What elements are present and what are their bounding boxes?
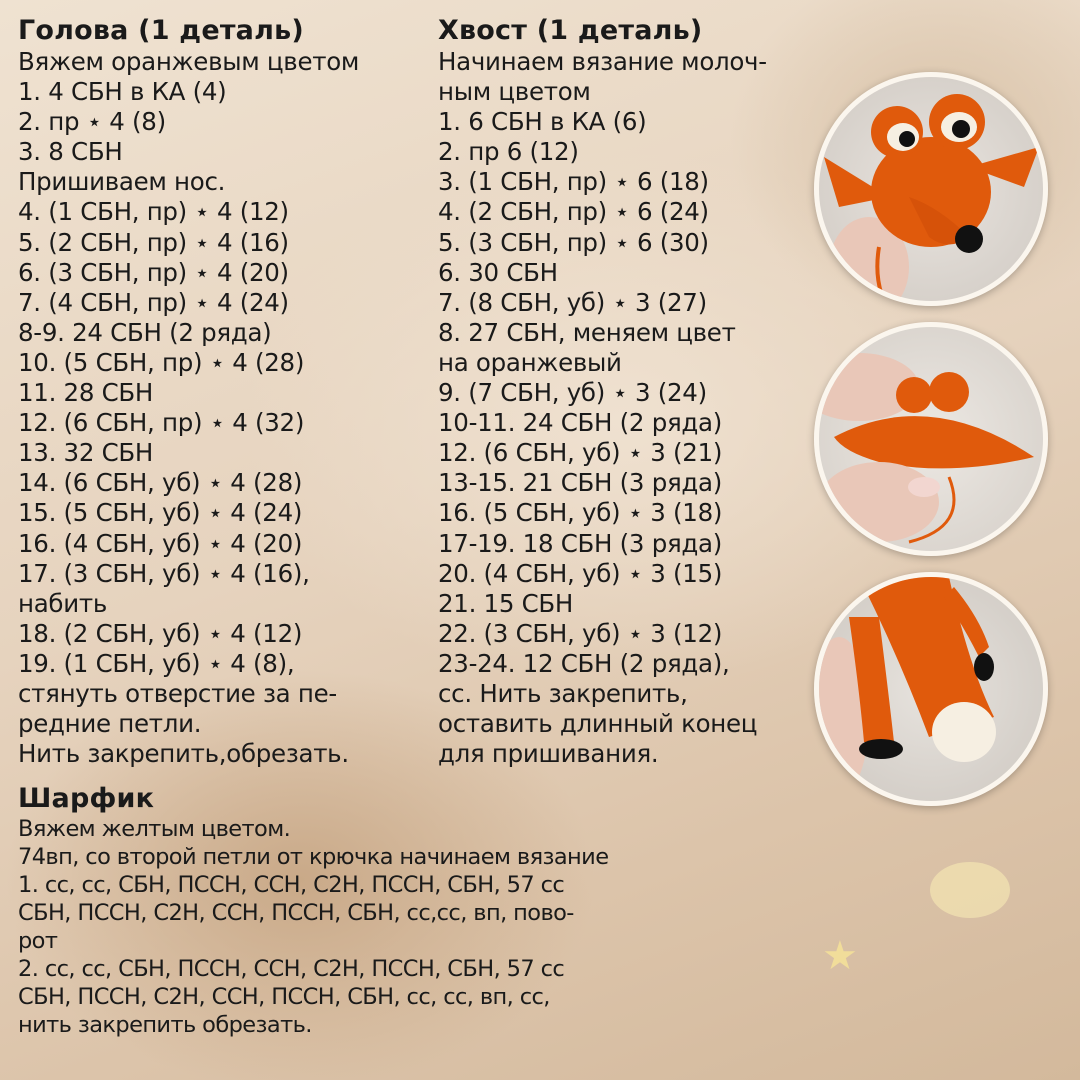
tail-section (438, 14, 818, 769)
fox-head-photo (814, 72, 1048, 306)
head-line: 3. 8 СБН (18, 137, 123, 167)
background-blob (930, 862, 1010, 918)
tail-line: 1. 6 СБН в КА (6) (438, 107, 647, 137)
tail-line: 3. (1 СБН, пр) ⋆ 6 (18) (438, 167, 709, 197)
tail-line: 2. пр 6 (12) (438, 137, 579, 167)
head-line: 8-9. 24 СБН (2 ряда) (18, 317, 272, 347)
fox-head-illustration (819, 77, 1043, 301)
scarf-instructions (18, 815, 818, 1039)
fox-tail-photo (814, 572, 1048, 806)
head-line: 2. пр ⋆ 4 (8) (18, 107, 166, 137)
tail-line: на оранжевый (438, 347, 622, 377)
head-line: Пришиваем нос. (18, 167, 226, 197)
head-line: 12. (6 СБН, пр) ⋆ 4 (32) (18, 408, 305, 438)
head-line: редние петли. (18, 709, 202, 739)
star-decoration: ★ (822, 933, 858, 979)
head-line: 11. 28 СБН (18, 378, 154, 408)
fox-ears-illustration (819, 327, 1043, 551)
head-line: 18. (2 СБН, уб) ⋆ 4 (12) (18, 618, 303, 648)
head-section (18, 14, 438, 769)
scarf-section (18, 782, 818, 1039)
head-instructions (18, 47, 438, 769)
tail-line: 22. (3 СБН, уб) ⋆ 3 (12) (438, 618, 723, 648)
scarf-line: 2. сс, сс, СБН, ПССН, ССН, С2Н, ПССН, СБН, 57 сс (18, 956, 565, 982)
head-line: 15. (5 СБН, уб) ⋆ 4 (24) (18, 498, 303, 528)
tail-line: 12. (6 СБН, уб) ⋆ 3 (21) (438, 438, 723, 468)
head-line: Нить закрепить,обрезать. (18, 739, 349, 769)
tail-line: 8. 27 СБН, меняем цвет (438, 317, 736, 347)
head-line: 14. (6 СБН, уб) ⋆ 4 (28) (18, 468, 303, 498)
tail-line: сс. Нить закрепить, (438, 678, 688, 708)
tail-line: для пришивания. (438, 739, 659, 769)
fox-tail-illustration (819, 577, 1043, 801)
head-line: 7. (4 СБН, пр) ⋆ 4 (24) (18, 287, 289, 317)
tail-instructions (438, 47, 818, 769)
head-line: 10. (5 СБН, пр) ⋆ 4 (28) (18, 347, 305, 377)
scarf-line: рот (18, 928, 58, 954)
tail-line: 6. 30 СБН (438, 257, 558, 287)
tail-line: 17-19. 18 СБН (3 ряда) (438, 528, 722, 558)
tail-title: Хвост (1 деталь) (438, 15, 703, 46)
head-line: 19. (1 СБН, уб) ⋆ 4 (8), (18, 648, 295, 678)
tail-line: 13-15. 21 СБН (3 ряда) (438, 468, 722, 498)
head-title: Голова (1 деталь) (18, 15, 304, 46)
head-line: 13. 32 СБН (18, 438, 154, 468)
tail-line: 23-24. 12 СБН (2 ряда), (438, 648, 730, 678)
fox-ears-photo (814, 322, 1048, 556)
tail-line: 9. (7 СБН, уб) ⋆ 3 (24) (438, 378, 707, 408)
head-line: 4. (1 СБН, пр) ⋆ 4 (12) (18, 197, 289, 227)
scarf-title: Шарфик (18, 783, 155, 814)
scarf-line: нить закрепить обрезать. (18, 1012, 312, 1038)
scarf-line: Вяжем желтым цветом. (18, 816, 291, 842)
head-line: 1. 4 СБН в КА (4) (18, 77, 227, 107)
head-line: Вяжем оранжевым цветом (18, 47, 360, 76)
scarf-line: 74вп, со второй петли от крючка начинаем вязание (18, 844, 609, 870)
tail-line: 10-11. 24 СБН (2 ряда) (438, 408, 722, 438)
head-line: стянуть отверстие за пе- (18, 678, 337, 708)
head-line: 17. (3 СБН, уб) ⋆ 4 (16), (18, 558, 310, 588)
tail-line: 21. 15 СБН (438, 588, 574, 618)
tail-line: оставить длинный конец (438, 709, 758, 739)
head-line: 5. (2 СБН, пр) ⋆ 4 (16) (18, 227, 289, 257)
tail-line: ным цветом (438, 77, 591, 107)
scarf-line: 1. сс, сс, СБН, ПССН, ССН, С2Н, ПССН, СБН, 57 сс (18, 872, 565, 898)
head-line: 6. (3 СБН, пр) ⋆ 4 (20) (18, 257, 289, 287)
head-line: набить (18, 588, 107, 618)
tail-line: 4. (2 СБН, пр) ⋆ 6 (24) (438, 197, 709, 227)
tail-line: 5. (3 СБН, пр) ⋆ 6 (30) (438, 227, 709, 257)
tail-line: 7. (8 СБН, уб) ⋆ 3 (27) (438, 287, 707, 317)
scarf-line: СБН, ПССН, С2Н, ССН, ПССН, СБН, сс,сс, вп, пово- (18, 900, 574, 926)
head-line: 16. (4 СБН, уб) ⋆ 4 (20) (18, 528, 303, 558)
scarf-line: СБН, ПССН, С2Н, ССН, ПССН, СБН, сс, сс, вп, сс, (18, 984, 550, 1010)
tail-line: 20. (4 СБН, уб) ⋆ 3 (15) (438, 558, 723, 588)
tail-line: Начинаем вязание молоч- (438, 47, 767, 76)
tail-line: 16. (5 СБН, уб) ⋆ 3 (18) (438, 498, 723, 528)
